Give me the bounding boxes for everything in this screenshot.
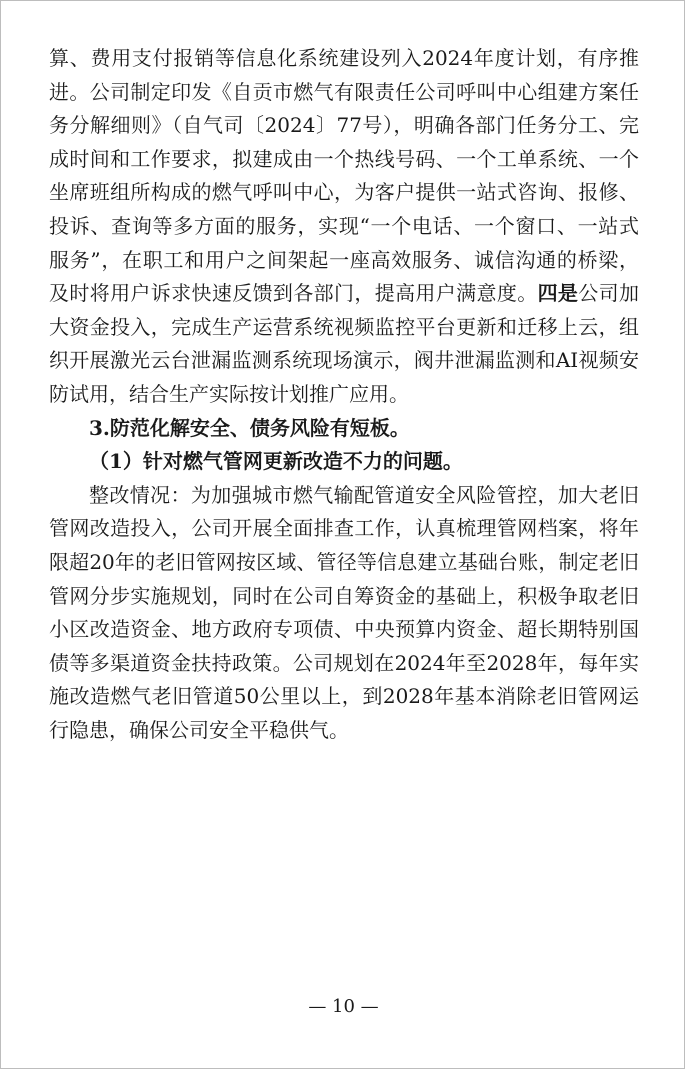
emphasis-text: 四是 — [537, 281, 579, 306]
document-body — [49, 42, 639, 747]
paragraph-rectification: 整改情况：为加强城市燃气输配管道安全风险管控，加大老旧管网改造投入，公司开展全面排查工作，认真梳理管网档案，将年限超20年的老旧管网按区域、管径等信息建立基础台账，制定老旧管网分步实施规划，同时在公司自筹资金的基础上，积极争取老旧小区改造资金、地方政府专项债、中央预算内资金、超长期特别国债等多渠道资金扶持政策。公司规划在2024年至2028年，每年实施改造燃气老旧管道50公里以上，到2028年基本消除老旧管网运行隐患，确保公司安全平稳供气。 — [49, 482, 639, 742]
section-heading: 3.防范化解安全、债务风险有短板。 — [89, 415, 410, 440]
paragraph-text: 算、费用支付报销等信息化系统建设列入2024年度计划，有序推进。公司制定印发《自贡市燃气有限责任公司呼叫中心组建方案任务分解细则》（自气司〔2024〕77号），明确各部门任务分工、完成时间和工作要求，拟建成由一个热线号码、一个工单系统、一个坐席班组所构成的燃气呼叫中心，为客户提供一站式咨询、报修、投诉、查询等多方面的服务，实现“一个电话、一个窗口、一站式服务”，在职工和用户之间架起一座高效服务、诚信沟通的桥梁，及时将用户诉求快速反馈到各部门，提高用户满意度。 — [49, 46, 639, 306]
paragraph-text: 公司加大资金投入，完成生产运营系统视频监控平台更新和迁移上云，组织开展激光云台泄漏监测系统现场演示，阀井泄漏监测和AI视频安防试用，结合生产实际按计划推广应用。 — [49, 281, 640, 406]
page-number: — 10 — — [308, 996, 379, 1017]
subsection-heading: （1）针对燃气管网更新改造不力的问题。 — [89, 449, 463, 474]
paragraph-continuation — [49, 42, 639, 412]
